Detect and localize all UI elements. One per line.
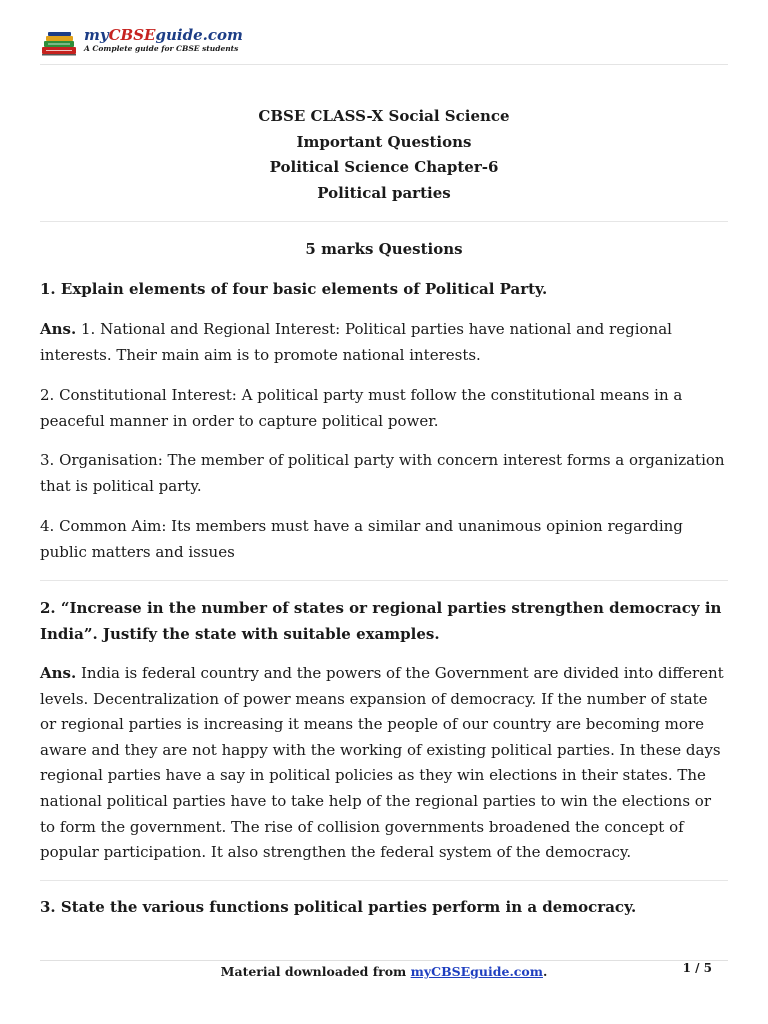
page-footer xyxy=(40,963,728,981)
answer-1-paragraph-4: 4. Common Aim: Its members must have a similar and unanimous opinion regarding public matters and issues xyxy=(40,517,683,561)
answer-1-paragraph-2: 2. Constitutional Interest: A political party must follow the constitutional means in a peaceful manner in order to capture political power. xyxy=(40,386,683,430)
document-title xyxy=(40,104,728,206)
page-header xyxy=(40,26,728,65)
question-2: 2. “Increase in the number of states or regional parties strengthen democracy in India”. Justify the state with suitable examples. xyxy=(40,599,722,643)
answer-2-paragraph-1: Ans. India is federal country and the powers of the Government are divided into different levels. Decentralization of power means expansion of democracy. If the number of state or regional parties is increasing it means the people of our country are becoming more aware and they are not happy with the working of existing political parties. In these days regional parties have a say in political policies as they win elections in their states. The national political parties have to take help of the regional parties to win the elections or to form the government. The rise of collision governments broadened the concept of popular participation. It also strengthen the federal system of the democracy. xyxy=(40,664,724,862)
title-line-topic: Political parties xyxy=(317,183,451,202)
logo-tagline: A Complete guide for CBSE students xyxy=(84,44,239,53)
logo-wordmark: myCBSEguide.com xyxy=(84,26,243,44)
section-heading: 5 marks Questions xyxy=(305,240,463,258)
divider xyxy=(40,580,728,581)
books-logo-icon xyxy=(40,29,80,57)
footer-prefix: Material downloaded from xyxy=(220,964,411,979)
answer-label: Ans. xyxy=(40,320,77,338)
page-number: 1 / 5 xyxy=(682,961,712,975)
title-line-type: Important Questions xyxy=(296,132,472,151)
answer-1-paragraph-3: 3. Organisation: The member of political party with concern interest forms a organization that is political party. xyxy=(40,451,725,495)
divider xyxy=(40,221,728,222)
title-line-chapter: Political Science Chapter-6 xyxy=(269,158,499,176)
answer-label: Ans. xyxy=(40,664,77,682)
footer-divider xyxy=(40,960,728,961)
answer-1-paragraph-1: Ans. 1. National and Regional Interest: Political parties have national and regional interests. Their main aim is to promote national interests. xyxy=(40,320,672,364)
divider xyxy=(40,880,728,881)
title-line-class: CBSE CLASS-X Social Science xyxy=(258,107,510,125)
footer-site-link[interactable]: myCBSEguide.com xyxy=(410,964,543,979)
document-page xyxy=(40,0,728,1024)
question-3: 3. State the various functions political parties perform in a democracy. xyxy=(40,898,637,916)
footer-suffix: . xyxy=(542,964,548,979)
question-1: 1. Explain elements of four basic elements of Political Party. xyxy=(40,280,548,298)
site-logo xyxy=(40,26,250,60)
